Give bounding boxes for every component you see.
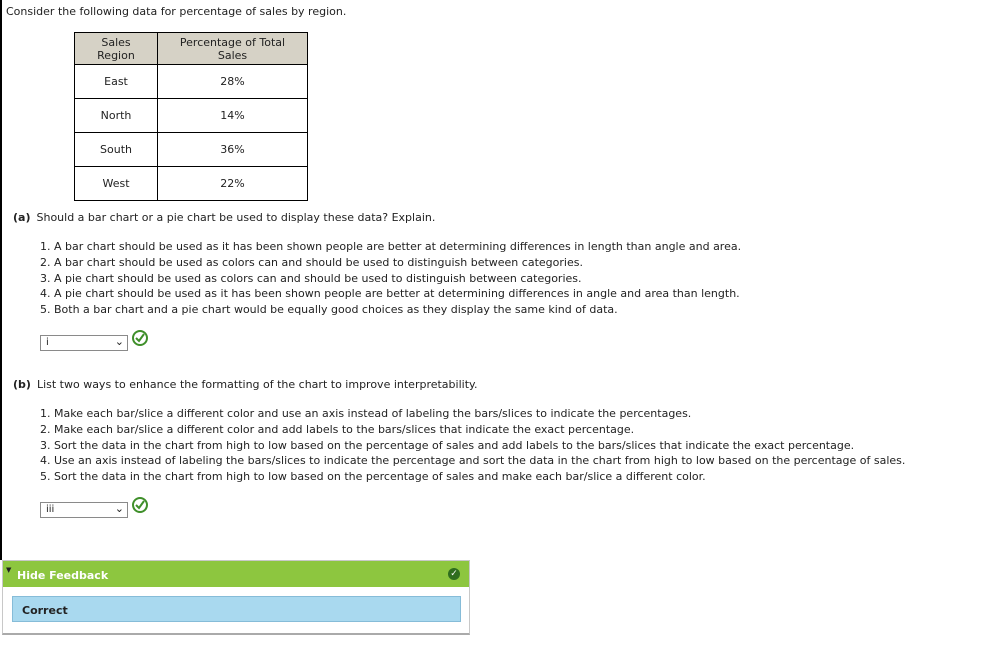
option-a-item: 5. Both a bar chart and a pie chart would be equally good choices as they display the same kind of data. (54, 302, 741, 318)
table-row (75, 133, 308, 167)
option-a-item: 3. A pie chart should be used as colors can and should be used to distinguish between categories. (54, 271, 741, 287)
answer-b-dropdown[interactable] (40, 502, 128, 518)
chevron-down-icon: ⌄ (114, 335, 124, 348)
table-cell: South (75, 133, 158, 167)
table-row (75, 99, 308, 133)
question-a-text: Should a bar chart or a pie chart be used to display these data? Explain. (36, 211, 436, 224)
column-header: Sales Region (75, 33, 158, 65)
table-cell: 36% (158, 133, 308, 167)
intro-text: Consider the following data for percentage of sales by region. (6, 5, 347, 18)
option-b-item: 4. Use an axis instead of labeling the bars/slices to indicate the percentage and sort the data in the chart from high to low based on the percentage of sales. (54, 453, 905, 469)
feedback-panel (2, 560, 470, 635)
table-cell: 22% (158, 167, 308, 201)
hide-feedback-toggle[interactable] (3, 561, 469, 587)
triangle-down-icon: ▼ (6, 566, 12, 574)
table-cell: 28% (158, 65, 308, 99)
table-row (75, 65, 308, 99)
option-b-item: 5. Sort the data in the chart from high to low based on the percentage of sales and make each bar/slice a different color. (54, 469, 905, 485)
check-circle-icon (132, 330, 148, 346)
question-a-label: (a) (13, 211, 31, 224)
options-b-list (36, 406, 905, 485)
options-a-list (36, 239, 741, 318)
question-b-text: List two ways to enhance the formatting of the chart to improve interpretability. (36, 378, 478, 391)
question-b (13, 378, 477, 391)
feedback-result-text: Correct (22, 604, 68, 617)
table-cell: West (75, 167, 158, 201)
option-b-item: 3. Sort the data in the chart from high to low based on the percentage of sales and add labels to the bars/slices that indicate the exact percentage. (54, 438, 905, 454)
option-a-item: 2. A bar chart should be used as colors can and should be used to distinguish between categories. (54, 255, 741, 271)
question-b-label: (b) (13, 378, 31, 391)
table-row (75, 167, 308, 201)
option-a-item: 4. A pie chart should be used as it has been shown people are better at determining differences in angle and area than length. (54, 286, 741, 302)
hide-feedback-label: Hide Feedback (17, 569, 109, 582)
check-circle-icon (132, 497, 148, 513)
option-b-item: 2. Make each bar/slice a different color and add labels to the bars/slices that indicate the exact percentage. (54, 422, 905, 438)
table-cell: North (75, 99, 158, 133)
column-header: Percentage of Total Sales (158, 33, 308, 65)
answer-a-value: i (46, 337, 49, 348)
option-a-item: 1. A bar chart should be used as it has been shown people are better at determining differences in length than angle and area. (54, 239, 741, 255)
answer-a-dropdown[interactable] (40, 335, 128, 351)
option-b-item: 1. Make each bar/slice a different color and use an axis instead of labeling the bars/slices to indicate the percentages. (54, 406, 905, 422)
table-header-row (75, 33, 308, 65)
feedback-result (12, 596, 461, 622)
table-cell: 14% (158, 99, 308, 133)
sales-table (74, 32, 308, 201)
answer-b-value: iii (46, 504, 55, 515)
check-circle-icon: ✓ (448, 568, 460, 580)
question-a (13, 211, 435, 224)
left-border (0, 0, 2, 560)
chevron-down-icon: ⌄ (114, 502, 124, 515)
table-cell: East (75, 65, 158, 99)
